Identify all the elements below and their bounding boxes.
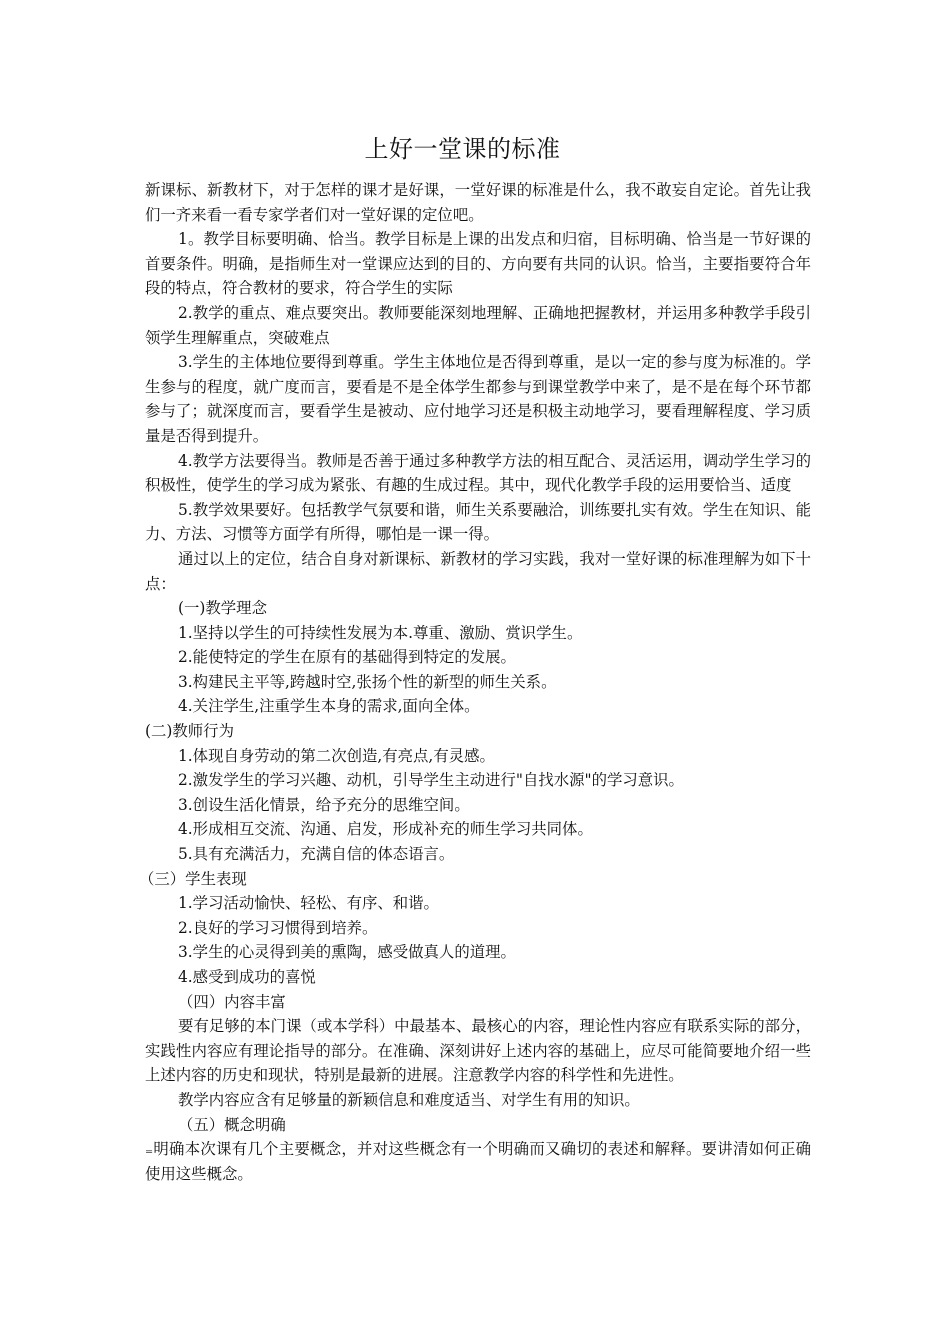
section-heading: （四）内容丰富 <box>178 992 286 1011</box>
section-heading: （五）概念明确 <box>178 1115 286 1134</box>
list-item: 1.坚持以学生的可持续性发展为本.尊重、激励、赏识学生。 <box>178 623 583 642</box>
content-paragraph: 教学内容应含有足够量的新颖信息和难度适当、对学生有用的知识。 <box>178 1090 640 1109</box>
standard-paragraph: 2.教学的重点、难点要突出。教师要能深刻地理解、正确地把握教材，并运用多种教学手段引领学生理解重点，突破难点 <box>145 303 811 347</box>
section-heading: （三）学生表现 <box>139 869 247 888</box>
list-item: 3.学生的心灵得到美的熏陶，感受做真人的道理。 <box>178 943 516 962</box>
page-title: 上好一堂课的标准 <box>364 135 561 163</box>
standard-paragraph: 3.学生的主体地位要得到尊重。学生主体地位是否得到尊重，是以一定的参与度为标准的。学生参与的程度，就广度而言，要看是不是全体学生都参与到课堂教学中来了，是不是在每个环节都参与了；就深度而言，要看学生是被动、应付地学习还是积极主动地学习，要看理解程度、学习质量是否得到提升。 <box>145 353 811 445</box>
list-item: 4.关注学生,注重学生本身的需求,面向全体。 <box>178 697 480 716</box>
section-heading: (二)教师行为 <box>145 722 234 741</box>
list-item: 3.创设生活化情景，给予充分的思维空间。 <box>178 795 470 814</box>
section-heading: (一)教学理念 <box>178 599 267 618</box>
list-item: 4.形成相互交流、沟通、启发，形成补充的师生学习共同体。 <box>178 820 593 839</box>
list-item: 1.体现自身劳动的第二次创造,有亮点,有灵感。 <box>178 746 495 765</box>
list-item: 4.感受到成功的喜悦 <box>178 968 316 986</box>
list-item: 2.激发学生的学习兴趣、动机，引导学生主动进行"自找水源"的学习意识。 <box>178 771 684 790</box>
list-item: 2.良好的学习习惯得到培养。 <box>178 918 378 937</box>
list-item: 2.能使特定的学生在原有的基础得到特定的发展。 <box>178 648 516 667</box>
standard-paragraph: 1。教学目标要明确、恰当。教学目标是上课的出发点和归宿，目标明确、恰当是一节好课的首要条件。明确，是指师生对一堂课应达到的目的、方向要有共同的认识。恰当，主要指要符合年段的特点，符合教材的要求，符合学生的实际 <box>145 230 811 298</box>
list-item: 5.具有充满活力，充满自信的体态语言。 <box>178 845 455 864</box>
document-body <box>139 178 811 1186</box>
standard-paragraph: 5.教学效果要好。包括教学气氛要和谐，师生关系要融洽，训练要扎实有效。学生在知识、能力、方法、习惯等方面学有所得，哪怕是一课一得。 <box>145 500 811 544</box>
content-paragraph: ₌明确本次课有几个主要概念，并对这些概念有一个明确而又确切的表述和解释。要讲清如何正确使用这些概念。 <box>145 1140 811 1183</box>
intro-paragraph: 新课标、新教材下，对于怎样的课才是好课，一堂好课的标准是什么，我不敢妄自定论。首先让我们一齐来看一看专家学者们对一堂好课的定位吧。 <box>145 181 811 224</box>
content-paragraph: 要有足够的本门课（或本学科）中最基本、最核心的内容，理论性内容应有联系实际的部分，实践性内容应有理论指导的部分。在准确、深刻讲好上述内容的基础上，应尽可能简要地介绍一些上述内容的历史和现状，特别是最新的进展。注意教学内容的科学性和先进性。 <box>145 1017 811 1085</box>
standard-paragraph: 4.教学方法要得当。教师是否善于通过多种教学方法的相互配合、灵活运用，调动学生学习的积极性，使学生的学习成为紧张、有趣的生成过程。其中，现代化教学手段的运用要恰当、适度 <box>145 451 811 495</box>
transition-paragraph: 通过以上的定位，结合自身对新课标、新教材的学习实践，我对一堂好课的标准理解为如下十点： <box>145 549 811 593</box>
list-item: 1.学习活动愉快、轻松、有序、和谐。 <box>178 894 439 913</box>
list-item: 3.构建民主平等,跨越时空,张扬个性的新型的师生关系。 <box>178 672 557 691</box>
